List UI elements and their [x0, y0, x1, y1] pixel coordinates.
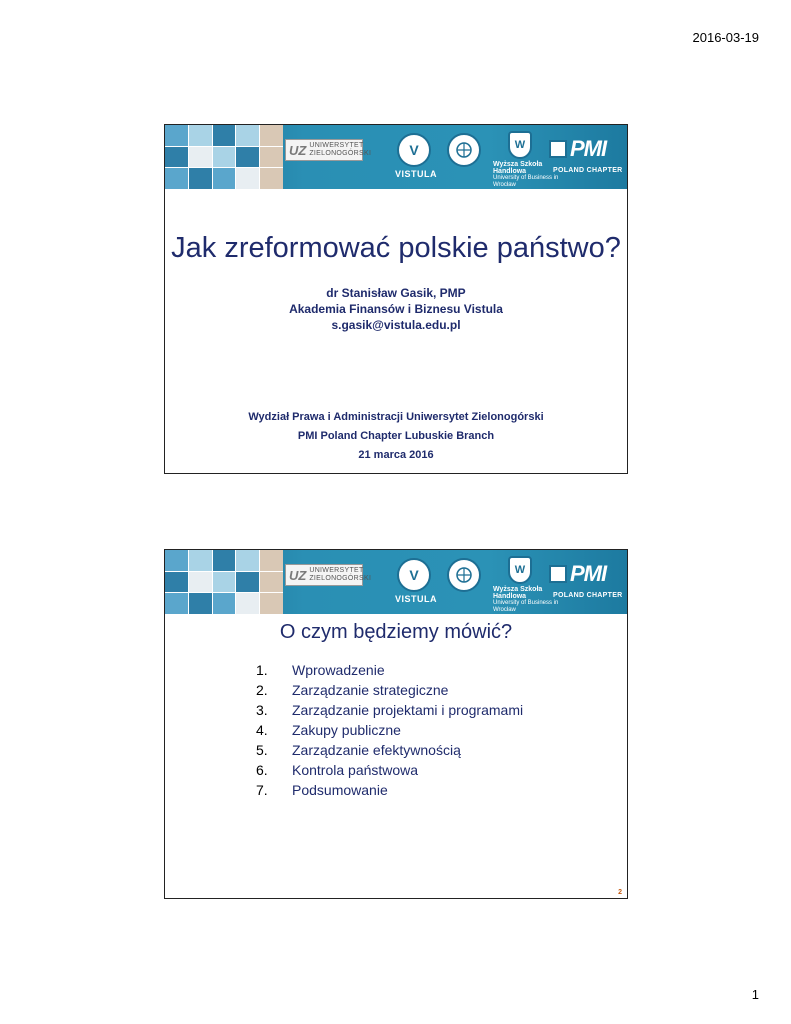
vistula-logo: V	[397, 133, 431, 167]
slide-1	[164, 124, 628, 474]
sgh-logo	[447, 558, 481, 592]
footer-branch: PMI Poland Chapter Lubuskie Branch	[297, 430, 495, 442]
author-affiliation: Akademia Finansów i Biznesu Vistula	[289, 302, 503, 316]
vistula-logo: V	[397, 558, 431, 592]
slide-title: O czym będziemy mówić?	[279, 621, 513, 643]
author-email: s.gasik@vistula.edu.pl	[331, 318, 461, 332]
vistula-label: VISTULA	[395, 169, 438, 179]
vistula-label: VISTULA	[395, 594, 438, 604]
header-banner	[165, 550, 627, 614]
author-name: dr Stanisław Gasik, PMP	[326, 286, 466, 300]
uz-logo: UZ UNIWERSYTET ZIELONOGÓRSKI	[285, 139, 363, 161]
wsh-logo: W	[508, 556, 532, 584]
slide-number: 2	[618, 889, 622, 896]
list-item: 2. Zarządzanie strategiczne	[256, 682, 449, 698]
list-item: 4. Zakupy publiczne	[256, 722, 401, 738]
list-item: 1. Wprowadzenie	[256, 662, 385, 678]
slide-title: Jak zreformować polskie państwo?	[171, 232, 621, 264]
photo-mosaic	[165, 550, 283, 614]
pmi-logo: PMI	[549, 558, 625, 590]
header-banner	[165, 125, 627, 189]
photo-mosaic	[165, 125, 283, 189]
uz-logo: UZ UNIWERSYTET ZIELONOGÓRSKI	[285, 564, 363, 586]
slide-2	[164, 549, 628, 899]
wsh-logo: W	[508, 131, 532, 159]
list-item: 6. Kontrola państwowa	[256, 762, 419, 778]
list-item: 5. Zarządzanie efektywnością	[256, 742, 461, 758]
pmi-logo: PMI	[549, 133, 625, 165]
author-block	[165, 285, 627, 333]
wsh-label: Wyższa Szkoła Handlowa University of Business in Wrocław	[493, 161, 559, 188]
list-item: 7. Podsumowanie	[256, 782, 388, 798]
footer-date: 21 marca 2016	[358, 449, 434, 461]
wsh-label: Wyższa Szkoła Handlowa University of Business in Wrocław	[493, 586, 559, 613]
page-number: 1	[751, 987, 759, 1002]
sgh-logo	[447, 133, 481, 167]
pmi-chapter-label: POLAND CHAPTER	[553, 167, 623, 174]
pmi-chapter-label: POLAND CHAPTER	[553, 592, 623, 599]
slide-footer	[165, 408, 627, 465]
page-date: 2016-03-19	[692, 30, 759, 45]
list-item: 3. Zarządzanie projektami i programami	[256, 702, 524, 718]
agenda-list	[256, 660, 627, 800]
footer-faculty: Wydział Prawa i Administracji Uniwersytet Zielonogórski	[248, 411, 544, 423]
